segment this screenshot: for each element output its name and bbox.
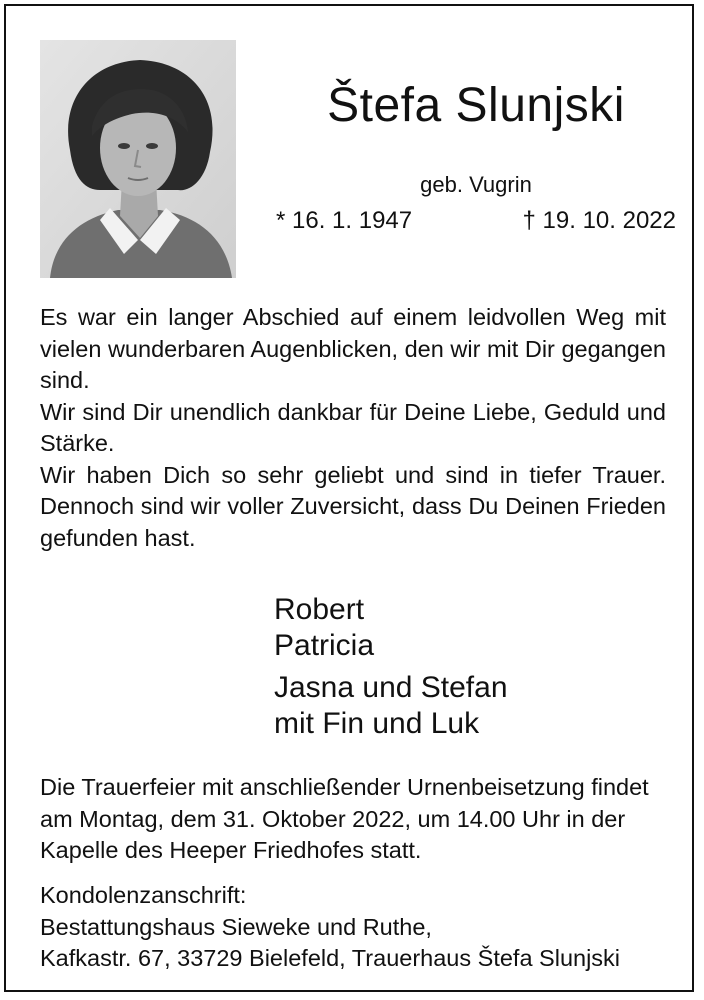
birth-date: * 16. 1. 1947 [276, 207, 413, 234]
mourner-name: Robert [274, 593, 365, 626]
condolence-address [40, 880, 666, 975]
condolence-line: Bestattungshaus Sieweke und Ruthe, [40, 913, 432, 940]
memorial-paragraph: Wir sind Dir unendlich dankbar für Deine Liebe, Geduld und Stärke. [40, 398, 666, 456]
service-text: Die Trauerfeier mit anschließender Urnenbeisetzung findet am Montag, dem 31. Oktober 2022, um 14.00 Uhr in der Kapelle des Heeper Friedhofes statt. [40, 774, 649, 863]
portrait-photo [40, 40, 236, 278]
death-date: † 19. 10. 2022 [522, 207, 676, 234]
condolence-heading: Kondolenzanschrift: [40, 882, 247, 908]
condolence-line: Kafkastr. 67, 33729 Bielefeld, Trauerhaus Štefa Slunjski [40, 945, 621, 971]
mourner-name: Patricia [274, 629, 375, 662]
birth-name: geb. Vugrin [420, 172, 532, 197]
memorial-paragraph: Wir haben Dich so sehr geliebt und sind in tiefer Trauer. Dennoch sind wir voller Zuversicht, dass Du Deinen Frieden gefunden hast. [40, 461, 666, 551]
deceased-name: Štefa Slunjski [327, 79, 625, 132]
mourner-name: Jasna und Stefan [274, 671, 508, 704]
obituary-notice [4, 4, 694, 992]
mourner-name: mit Fin und Luk [274, 707, 480, 740]
mourners-list [274, 592, 674, 742]
funeral-service-info [40, 772, 666, 867]
memorial-text [40, 302, 666, 554]
memorial-paragraph: Es war ein langer Abschied auf einem leidvollen Weg mit vielen wunderbaren Augenblicken, den wir mit Dir gegangen sind. [40, 304, 666, 393]
portrait-icon [40, 40, 236, 278]
